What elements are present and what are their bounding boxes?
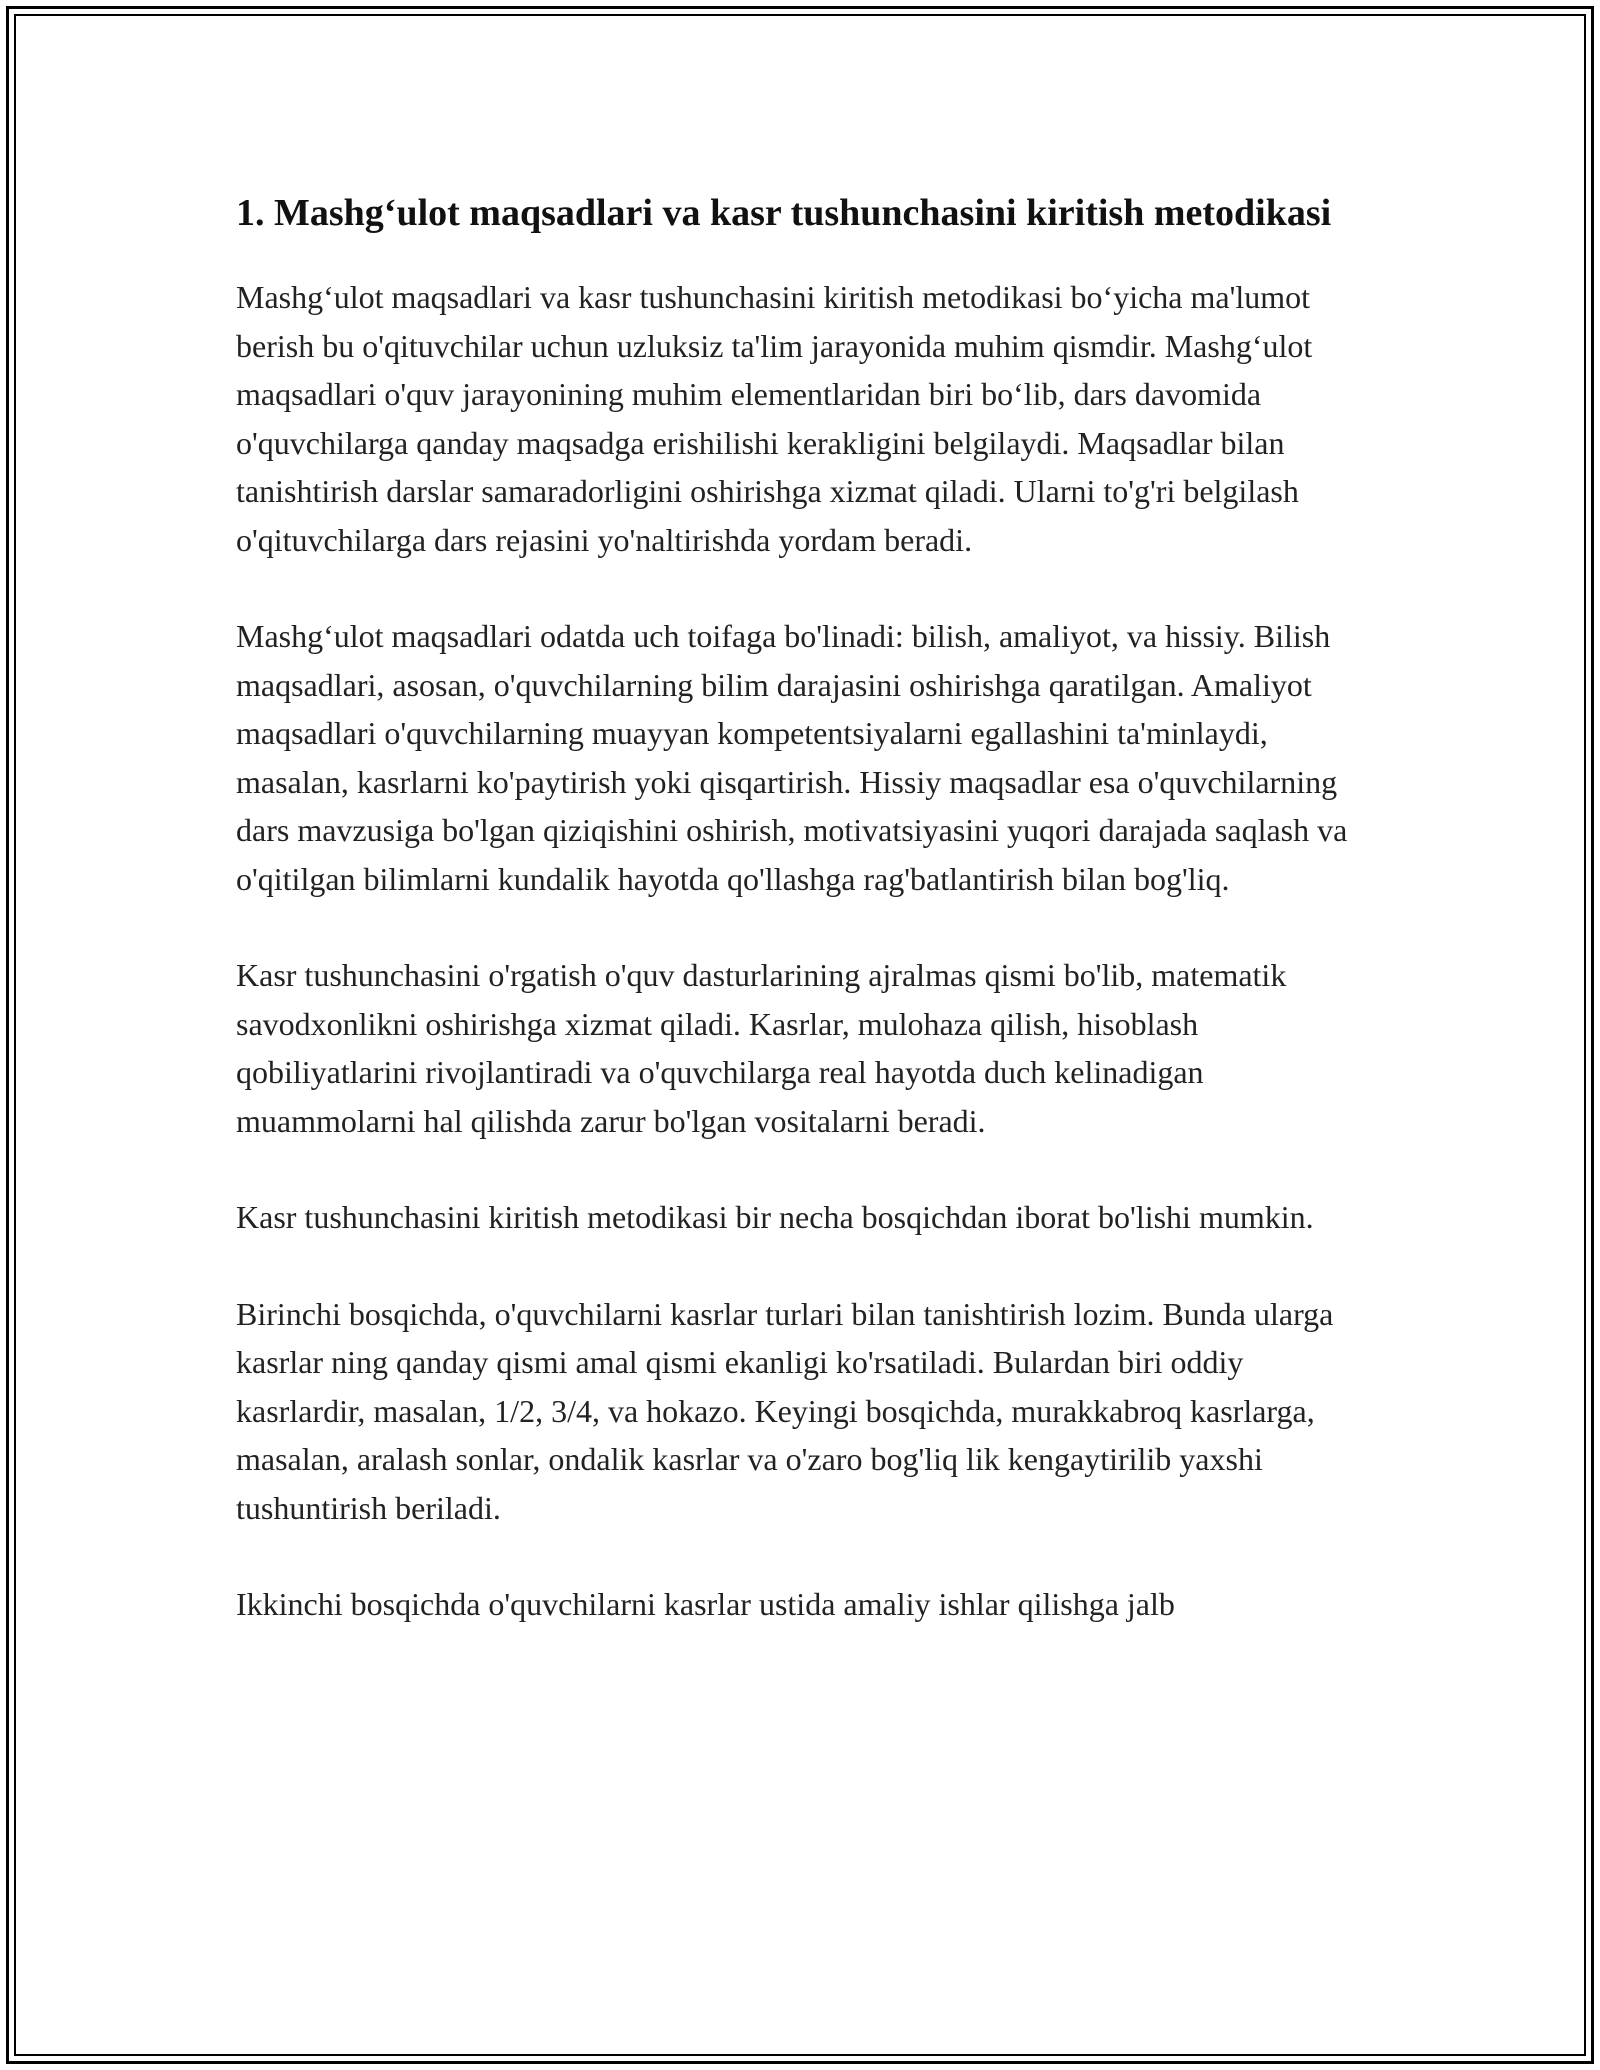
paragraph-2: Mashg‘ulot maqsadlari odatda uch toifaga bo'linadi: bilish, amaliyot, va hissiy. Bilish maqsadlari, asosan, o'quvchilarning bilim darajasini oshirishga qaratilgan. Amaliyot maqsadlari o'quvchilarning muayyan kompetentsiyalarni egallashini ta'minlaydi, masalan, kasrlarni ko'paytirish yoki qisqartirish. Hissiy maqsadlar esa o'quvchilarning dars mavzusiga bo'lgan qiziqishini oshirish, motivatsiyasini yuqori darajada saqlash va o'qitilgan bilimlarni kundalik hayotda qo'llashga rag'batlantirish bilan bog'liq.: [236, 618, 1348, 897]
paragraph-6: Ikkinchi bosqichda o'quvchilarni kasrlar ustida amaliy ishlar qilishga jalb: [236, 1586, 1175, 1622]
section-heading: 1. Mashg‘ulot maqsadlari va kasr tushunchasini kiritish metodikasi: [236, 192, 1332, 234]
paragraph-5: Birinchi bosqichda, o'quvchilarni kasrlar turlari bilan tanishtirish lozim. Bunda ularga kasrlar ning qanday qismi amal qismi ekanligi ko'rsatiladi. Bulardan biri oddiy kasrlardir, masalan, 1/2, 3/4, va hokazo. Keyingi bosqichda, murakkabroq kasrlarga, masalan, aralash sonlar, ondalik kasrlar va o'zaro bog'liq lik kengaytirilib yaxshi tushuntirish beriladi.: [236, 1295, 1334, 1526]
paragraph-1: Mashg‘ulot maqsadlari va kasr tushunchasini kiritish metodikasi bo‘yicha ma'lumot berish bu o'qituvchilar uchun uzluksiz ta'lim jarayonida muhim qismdir. Mashg‘ulot maqsadlari o'quv jarayonining muhim elementlaridan biri bo‘lib, dars davomida o'quvchilarga qanday maqsadga erishilishi kerakligini belgilaydi. Maqsadlar bilan tanishtirish darslar samaradorligini oshirishga xizmat qiladi. Ularni to'g'ri belgilash o'qituvchilarga dars rejasini yo'naltirishda yordam beradi.: [236, 279, 1313, 558]
paragraph-4: Kasr tushunchasini kiritish metodikasi bir necha bosqichdan iborat bo'lishi mumkin.: [236, 1199, 1314, 1235]
document-body: [236, 186, 1371, 1677]
paragraph-3: Kasr tushunchasini o'rgatish o'quv dasturlarining ajralmas qismi bo'lib, matematik savodxonlikni oshirishga xizmat qiladi. Kasrlar, mulohaza qilish, hisoblash qobiliyatlarini rivojlantiradi va o'quvchilarga real hayotda duch kelinadigan muammolarni hal qilishda zarur bo'lgan vositalarni beradi.: [236, 957, 1287, 1139]
